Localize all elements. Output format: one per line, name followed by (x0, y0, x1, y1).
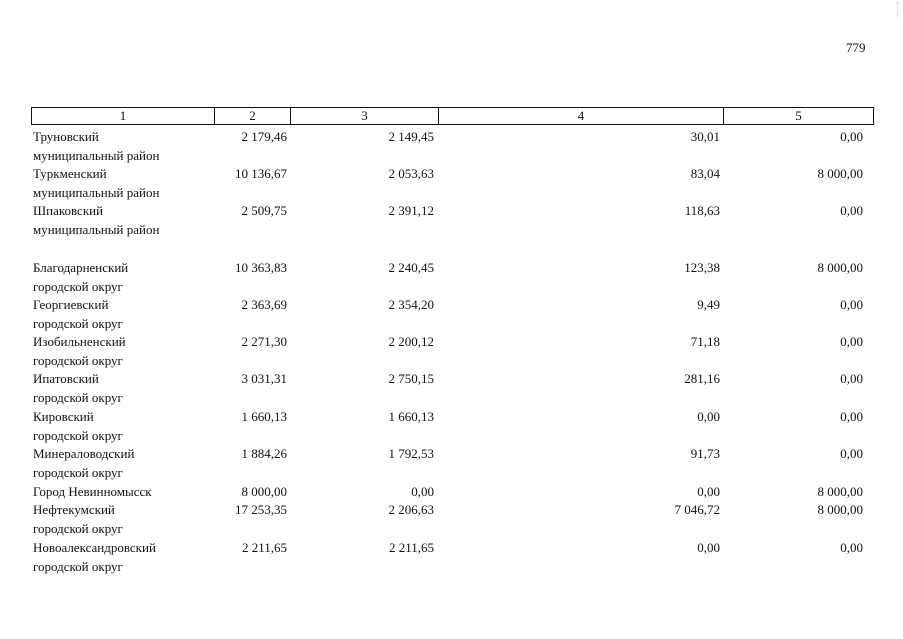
row-col-4: 7 046,72 (674, 502, 720, 517)
row-name: Ипатовский городской округ (33, 371, 123, 405)
row-col-4: 0,00 (697, 540, 720, 555)
row-col-5: 0,00 (840, 540, 863, 555)
row-col-2: 1 660,13 (241, 409, 287, 424)
row-name: Новоалександровский городской округ (33, 540, 156, 574)
row-col-3: 2 206,63 (388, 502, 434, 517)
table-header-cell-4: 4 (439, 108, 724, 124)
row-col-5: 0,00 (840, 371, 863, 386)
scan-edge-mark (897, 2, 900, 18)
row-col-2: 2 509,75 (241, 203, 287, 218)
table-header-cell-3: 3 (291, 108, 439, 124)
row-col-3: 2 750,15 (388, 371, 434, 386)
row-col-5: 8 000,00 (817, 484, 863, 499)
row-col-3: 2 354,20 (388, 297, 434, 312)
row-col-4: 0,00 (697, 409, 720, 424)
page-number: 779 (846, 40, 866, 55)
row-name: Нефтекумский городской округ (33, 502, 123, 536)
row-col-2: 2 179,46 (241, 129, 287, 144)
row-col-5: 0,00 (840, 446, 863, 461)
row-col-4: 123,38 (684, 260, 720, 275)
row-col-4: 83,04 (690, 166, 720, 181)
row-col-4: 91,73 (690, 446, 720, 461)
row-name: Шпаковский муниципальный район (33, 203, 160, 237)
table-header-cell-2: 2 (215, 108, 291, 124)
row-col-4: 118,63 (684, 203, 720, 218)
row-name: Минераловодский городской округ (33, 446, 135, 480)
row-col-2: 8 000,00 (241, 484, 287, 499)
row-col-2: 17 253,35 (235, 502, 287, 517)
row-col-3: 2 240,45 (388, 260, 434, 275)
row-col-5: 0,00 (840, 334, 863, 349)
row-col-3: 2 149,45 (388, 129, 434, 144)
row-col-3: 2 200,12 (388, 334, 434, 349)
row-col-5: 0,00 (840, 409, 863, 424)
row-col-5: 8 000,00 (817, 166, 863, 181)
row-col-4: 71,18 (690, 334, 720, 349)
row-name: Изобильненский городской округ (33, 334, 126, 368)
table-header-row (31, 107, 874, 125)
table-header-cell-1: 1 (32, 108, 215, 124)
row-col-5: 0,00 (840, 297, 863, 312)
row-col-2: 1 884,26 (241, 446, 287, 461)
row-col-3: 2 391,12 (388, 203, 434, 218)
row-name: Город Невинномысск (33, 484, 152, 499)
row-col-3: 1 792,53 (388, 446, 434, 461)
row-col-3: 0,00 (411, 484, 434, 499)
row-name: Туркменский муниципальный район (33, 166, 160, 200)
row-col-2: 10 363,83 (235, 260, 287, 275)
row-col-3: 2 211,65 (388, 540, 434, 555)
row-col-2: 2 363,69 (241, 297, 287, 312)
row-col-4: 281,16 (684, 371, 720, 386)
row-name: Георгиевский городской округ (33, 297, 123, 331)
row-col-4: 30,01 (690, 129, 720, 144)
row-col-5: 0,00 (840, 129, 863, 144)
row-name: Благодарненский городской округ (33, 260, 129, 294)
row-col-4: 9,49 (697, 297, 720, 312)
row-name: Кировский городской округ (33, 409, 123, 443)
row-col-2: 2 211,65 (241, 540, 287, 555)
row-name: Труновский муниципальный район (33, 129, 160, 163)
row-col-3: 2 053,63 (388, 166, 434, 181)
row-col-5: 8 000,00 (817, 260, 863, 275)
row-col-2: 3 031,31 (241, 371, 287, 386)
row-col-4: 0,00 (697, 484, 720, 499)
row-col-3: 1 660,13 (388, 409, 434, 424)
row-col-5: 0,00 (840, 203, 863, 218)
row-col-2: 2 271,30 (241, 334, 287, 349)
row-col-2: 10 136,67 (235, 166, 287, 181)
table-header-cell-5: 5 (795, 108, 802, 123)
row-col-5: 8 000,00 (817, 502, 863, 517)
